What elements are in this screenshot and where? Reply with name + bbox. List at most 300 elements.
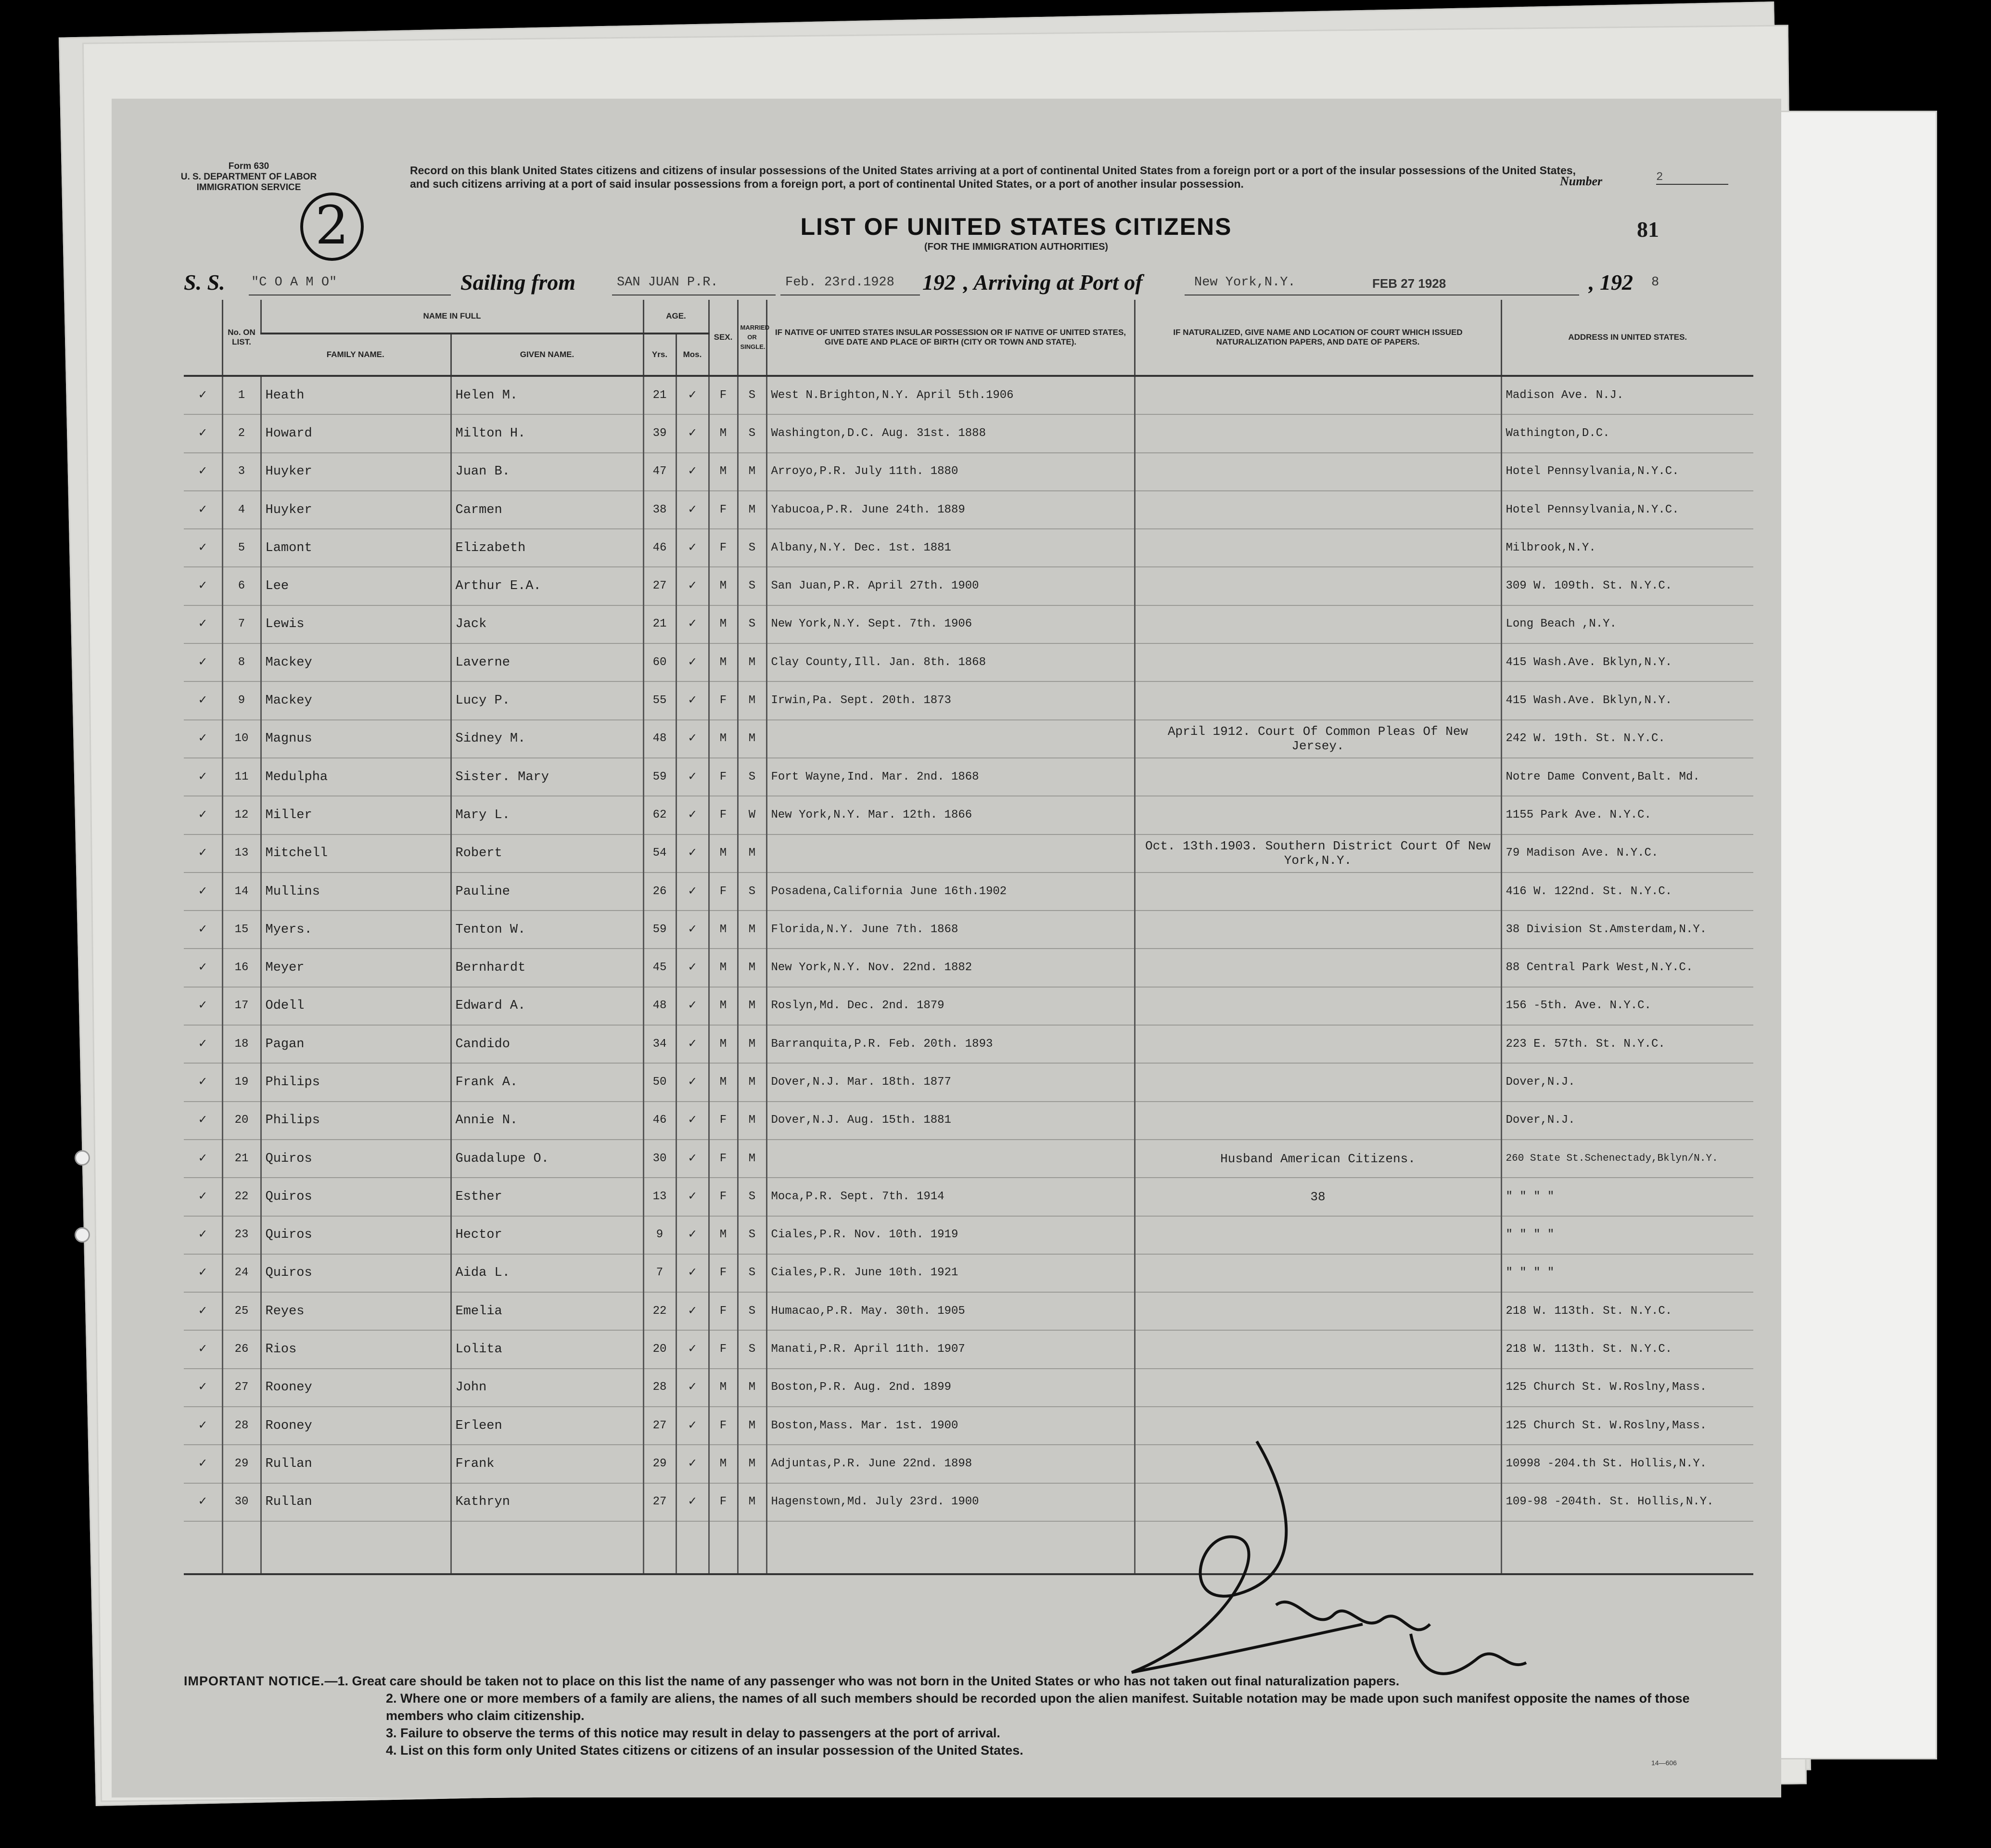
table-row	[184, 834, 1753, 873]
checkmark-icon: ✓	[676, 1254, 709, 1292]
sex: F	[709, 1292, 738, 1330]
family-name: Rullan	[261, 1445, 451, 1483]
checkmark-icon: ✓	[676, 529, 709, 567]
checkmark-icon: ✓	[676, 873, 709, 911]
checkmark-icon: ✓	[676, 681, 709, 719]
table-row	[184, 1369, 1753, 1407]
table-row	[184, 758, 1753, 796]
age-years: 30	[643, 1140, 676, 1178]
address: 156 -5th. Ave. N.Y.C.	[1501, 987, 1753, 1025]
address: " " " "	[1501, 1216, 1753, 1254]
address: 260 State St.Schenectady,Bklyn/N.Y.	[1501, 1140, 1753, 1178]
age-years: 59	[643, 911, 676, 949]
header-name-in-full: NAME IN FULL	[261, 300, 643, 334]
form-number: Form 630	[228, 161, 269, 171]
sex: F	[709, 1483, 738, 1521]
table-row	[184, 1025, 1753, 1063]
marital-status: S	[738, 605, 766, 643]
birth-info: Washington,D.C. Aug. 31st. 1888	[766, 414, 1135, 452]
table-row	[184, 1216, 1753, 1254]
family-name: Rooney	[261, 1407, 451, 1445]
sex: M	[709, 720, 738, 758]
naturalization-info	[1135, 605, 1501, 643]
row-number: 21	[222, 1140, 261, 1178]
manifest-page	[112, 99, 1781, 1797]
checkmark-icon: ✓	[676, 376, 709, 414]
checkmark-icon: ✓	[676, 1140, 709, 1178]
birth-info: Humacao,P.R. May. 30th. 1905	[766, 1292, 1135, 1330]
margin-check-icon: ✓	[199, 617, 207, 632]
birth-info: Albany,N.Y. Dec. 1st. 1881	[766, 529, 1135, 567]
naturalization-info	[1135, 376, 1501, 414]
checkmark-icon: ✓	[676, 414, 709, 452]
number-value: 2	[1656, 171, 1728, 185]
row-number: 25	[222, 1292, 261, 1330]
number-label: Number	[1560, 174, 1603, 188]
birth-info: Hagenstown,Md. July 23rd. 1900	[766, 1483, 1135, 1521]
table-row	[184, 873, 1753, 911]
passenger-table	[184, 300, 1753, 1575]
birth-info: Arroyo,P.R. July 11th. 1880	[766, 453, 1135, 491]
binder-hole	[75, 1150, 90, 1166]
marital-status: M	[738, 643, 766, 681]
table-row	[184, 1254, 1753, 1292]
given-name: Frank A.	[451, 1063, 643, 1101]
row-number: 29	[222, 1445, 261, 1483]
notice-item-3: 3. Failure to observe the terms of this notice may result in delay to passengers at the port of arrival.	[386, 1726, 1000, 1740]
naturalization-info	[1135, 1254, 1501, 1292]
naturalization-info	[1135, 949, 1501, 987]
table-row	[184, 1178, 1753, 1216]
marital-status: M	[738, 911, 766, 949]
birth-info: Adjuntas,P.R. June 22nd. 1898	[766, 1445, 1135, 1483]
naturalization-info: April 1912. Court Of Common Pleas Of New Jersey.	[1135, 720, 1501, 758]
sailing-from-label: Sailing from	[460, 270, 576, 295]
margin-check-icon: ✓	[199, 1342, 207, 1357]
age-years: 13	[643, 1178, 676, 1216]
margin-header	[184, 300, 222, 376]
marital-status: S	[738, 1178, 766, 1216]
age-years: 28	[643, 1369, 676, 1407]
birth-info: West N.Brighton,N.Y. April 5th.1906	[766, 376, 1135, 414]
age-years: 47	[643, 453, 676, 491]
sex: F	[709, 1330, 738, 1368]
sex: F	[709, 1102, 738, 1140]
table-row	[184, 949, 1753, 987]
naturalization-info	[1135, 758, 1501, 796]
row-number: 1	[222, 376, 261, 414]
sex: F	[709, 1140, 738, 1178]
age-years: 50	[643, 1063, 676, 1101]
birth-info: Dover,N.J. Aug. 15th. 1881	[766, 1102, 1135, 1140]
given-name: Bernhardt	[451, 949, 643, 987]
header-mos: Mos.	[676, 334, 709, 376]
age-years: 26	[643, 873, 676, 911]
birth-info: Boston,P.R. Aug. 2nd. 1899	[766, 1369, 1135, 1407]
date-from: Feb. 23rd.1928	[785, 275, 894, 290]
row-number: 30	[222, 1483, 261, 1521]
margin-check-icon: ✓	[199, 961, 207, 975]
sex: F	[709, 1407, 738, 1445]
marital-status: M	[738, 1025, 766, 1063]
naturalization-info	[1135, 1216, 1501, 1254]
sex: M	[709, 911, 738, 949]
row-number: 27	[222, 1369, 261, 1407]
age-years: 62	[643, 796, 676, 834]
given-name: Emelia	[451, 1292, 643, 1330]
given-name: Laverne	[451, 643, 643, 681]
naturalization-info: Husband American Citizens.	[1135, 1140, 1501, 1178]
marital-status: M	[738, 1483, 766, 1521]
margin-check-icon: ✓	[199, 464, 207, 479]
row-number: 22	[222, 1178, 261, 1216]
birth-info: Clay County,Ill. Jan. 8th. 1868	[766, 643, 1135, 681]
address: Wathington,D.C.	[1501, 414, 1753, 452]
margin-check-icon: ✓	[199, 1380, 207, 1395]
given-name: Carmen	[451, 491, 643, 529]
family-name: Howard	[261, 414, 451, 452]
age-years: 48	[643, 987, 676, 1025]
marital-status: M	[738, 491, 766, 529]
given-name: Milton H.	[451, 414, 643, 452]
sex: M	[709, 1025, 738, 1063]
family-name: Lamont	[261, 529, 451, 567]
sex: M	[709, 1063, 738, 1101]
address: Long Beach ,N.Y.	[1501, 605, 1753, 643]
given-name: Lolita	[451, 1330, 643, 1368]
margin-check-icon: ✓	[199, 1189, 207, 1204]
sex: M	[709, 453, 738, 491]
row-number: 14	[222, 873, 261, 911]
table-row	[184, 1140, 1753, 1178]
birth-info: Florida,N.Y. June 7th. 1868	[766, 911, 1135, 949]
given-name: John	[451, 1369, 643, 1407]
age-years: 20	[643, 1330, 676, 1368]
naturalization-info	[1135, 1369, 1501, 1407]
margin-check-icon: ✓	[199, 388, 207, 403]
family-name: Quiros	[261, 1254, 451, 1292]
birth-info: Barranquita,P.R. Feb. 20th. 1893	[766, 1025, 1135, 1063]
checkmark-icon: ✓	[676, 758, 709, 796]
given-name: Mary L.	[451, 796, 643, 834]
service-name: IMMIGRATION SERVICE	[196, 182, 301, 192]
checkmark-icon: ✓	[676, 796, 709, 834]
birth-info	[766, 1140, 1135, 1178]
given-name: Elizabeth	[451, 529, 643, 567]
port-to: New York,N.Y.	[1194, 275, 1296, 290]
table-row	[184, 567, 1753, 605]
margin-check-icon: ✓	[199, 502, 207, 517]
row-number: 5	[222, 529, 261, 567]
ship-name: "C O A M O"	[251, 275, 337, 290]
family-name: Quiros	[261, 1140, 451, 1178]
page-title: LIST OF UNITED STATES CITIZENS	[800, 213, 1232, 240]
address: Milbrook,N.Y.	[1501, 529, 1753, 567]
age-years: 46	[643, 1102, 676, 1140]
checkmark-icon: ✓	[676, 1330, 709, 1368]
arriving-label: , Arriving at Port of	[963, 270, 1143, 295]
row-number: 9	[222, 681, 261, 719]
naturalization-info	[1135, 414, 1501, 452]
sex: F	[709, 491, 738, 529]
age-years: 45	[643, 949, 676, 987]
age-years: 60	[643, 643, 676, 681]
address: Dover,N.J.	[1501, 1102, 1753, 1140]
age-years: 27	[643, 1483, 676, 1521]
family-name: Myers.	[261, 911, 451, 949]
checkmark-icon: ✓	[676, 1216, 709, 1254]
margin-check-icon: ✓	[199, 1113, 207, 1128]
family-name: Pagan	[261, 1025, 451, 1063]
marital-status: S	[738, 414, 766, 452]
year-label-1: 192	[922, 270, 956, 295]
address: 223 E. 57th. St. N.Y.C.	[1501, 1025, 1753, 1063]
marital-status: M	[738, 1369, 766, 1407]
birth-info: Roslyn,Md. Dec. 2nd. 1879	[766, 987, 1135, 1025]
margin-check-icon: ✓	[199, 884, 207, 899]
checkmark-icon: ✓	[676, 720, 709, 758]
margin-check-icon: ✓	[199, 846, 207, 861]
address: 125 Church St. W.Roslny,Mass.	[1501, 1369, 1753, 1407]
margin-check-icon: ✓	[199, 1228, 207, 1243]
marital-status: S	[738, 1254, 766, 1292]
family-name: Mackey	[261, 643, 451, 681]
family-name: Medulpha	[261, 758, 451, 796]
margin-check-icon: ✓	[199, 426, 207, 441]
family-name: Lee	[261, 567, 451, 605]
checkmark-icon: ✓	[676, 1292, 709, 1330]
family-name: Rooney	[261, 1369, 451, 1407]
checkmark-icon: ✓	[676, 987, 709, 1025]
naturalization-info	[1135, 567, 1501, 605]
birth-info: Ciales,P.R. Nov. 10th. 1919	[766, 1216, 1135, 1254]
margin-check-icon: ✓	[199, 732, 207, 746]
marital-status: S	[738, 529, 766, 567]
marital-status: M	[738, 1063, 766, 1101]
family-name: Odell	[261, 987, 451, 1025]
family-name: Mackey	[261, 681, 451, 719]
checkmark-icon: ✓	[676, 491, 709, 529]
table-row	[184, 1292, 1753, 1330]
margin-check-icon: ✓	[199, 922, 207, 937]
address: 415 Wash.Ave. Bklyn,N.Y.	[1501, 643, 1753, 681]
given-name: Pauline	[451, 873, 643, 911]
margin-check-icon: ✓	[199, 1266, 207, 1281]
marital-status: M	[738, 720, 766, 758]
address: 10998 -204.th St. Hollis,N.Y.	[1501, 1445, 1753, 1483]
naturalization-info	[1135, 987, 1501, 1025]
family-name: Quiros	[261, 1178, 451, 1216]
age-years: 22	[643, 1292, 676, 1330]
marital-status: M	[738, 1140, 766, 1178]
sex: F	[709, 796, 738, 834]
family-name: Meyer	[261, 949, 451, 987]
form-code: 14—606	[1651, 1759, 1677, 1767]
header-sex: SEX.	[709, 300, 738, 376]
age-years: 27	[643, 1407, 676, 1445]
birth-info: Manati,P.R. April 11th. 1907	[766, 1330, 1135, 1368]
marital-status: S	[738, 1330, 766, 1368]
row-number: 4	[222, 491, 261, 529]
row-number: 3	[222, 453, 261, 491]
marital-status: S	[738, 758, 766, 796]
given-name: Kathryn	[451, 1483, 643, 1521]
marital-status: M	[738, 949, 766, 987]
address: 218 W. 113th. St. N.Y.C.	[1501, 1292, 1753, 1330]
given-name: Hector	[451, 1216, 643, 1254]
birth-info: Posadena,California June 16th.1902	[766, 873, 1135, 911]
age-years: 34	[643, 1025, 676, 1063]
row-number: 19	[222, 1063, 261, 1101]
given-name: Sidney M.	[451, 720, 643, 758]
port-from: SAN JUAN P.R.	[617, 275, 718, 290]
address: " " " "	[1501, 1178, 1753, 1216]
table-row	[184, 491, 1753, 529]
address: Madison Ave. N.J.	[1501, 376, 1753, 414]
naturalization-info	[1135, 796, 1501, 834]
marital-status: S	[738, 1216, 766, 1254]
birth-info: Ciales,P.R. June 10th. 1921	[766, 1254, 1135, 1292]
header-birth: IF NATIVE OF UNITED STATES INSULAR POSSESSION OR IF NATIVE OF UNITED STATES, GIVE DATE AND PLACE OF BIRTH (CITY OR TOWN AND STATE).	[766, 300, 1135, 376]
naturalization-info	[1135, 681, 1501, 719]
given-name: Annie N.	[451, 1102, 643, 1140]
address: " " " "	[1501, 1254, 1753, 1292]
birth-info: New York,N.Y. Mar. 12th. 1866	[766, 796, 1135, 834]
margin-check-icon: ✓	[199, 1151, 207, 1166]
sex: F	[709, 529, 738, 567]
address: Dover,N.J.	[1501, 1063, 1753, 1101]
row-number: 17	[222, 987, 261, 1025]
page-subtitle: (FOR THE IMMIGRATION AUTHORITIES)	[924, 242, 1109, 252]
address: 1155 Park Ave. N.Y.C.	[1501, 796, 1753, 834]
checkmark-icon: ✓	[676, 911, 709, 949]
family-name: Philips	[261, 1063, 451, 1101]
given-name: Frank	[451, 1445, 643, 1483]
sex: F	[709, 758, 738, 796]
age-years: 38	[643, 491, 676, 529]
naturalization-info	[1135, 453, 1501, 491]
sailing-row	[184, 270, 1723, 298]
margin-check-icon: ✓	[199, 693, 207, 708]
naturalization-info	[1135, 873, 1501, 911]
given-name: Esther	[451, 1178, 643, 1216]
table-row	[184, 605, 1753, 643]
year-label-2: , 192	[1589, 270, 1633, 295]
sex: F	[709, 376, 738, 414]
age-years: 9	[643, 1216, 676, 1254]
address: 88 Central Park West,N.Y.C.	[1501, 949, 1753, 987]
row-number: 10	[222, 720, 261, 758]
marital-status: M	[738, 681, 766, 719]
row-number: 12	[222, 796, 261, 834]
manifest-form	[112, 99, 1781, 1797]
ss-label: S. S.	[184, 270, 225, 295]
margin-check-icon: ✓	[199, 1037, 207, 1052]
family-name: Rios	[261, 1330, 451, 1368]
address: 416 W. 122nd. St. N.Y.C.	[1501, 873, 1753, 911]
naturalization-info	[1135, 491, 1501, 529]
row-number: 11	[222, 758, 261, 796]
marital-status: S	[738, 1292, 766, 1330]
sex: M	[709, 605, 738, 643]
family-name: Quiros	[261, 1216, 451, 1254]
table-row	[184, 1330, 1753, 1368]
header-age: AGE.	[643, 300, 709, 334]
row-number: 24	[222, 1254, 261, 1292]
naturalization-info	[1135, 529, 1501, 567]
header-given-name: GIVEN NAME.	[451, 334, 643, 376]
margin-check-icon: ✓	[199, 770, 207, 784]
checkmark-icon: ✓	[676, 1445, 709, 1483]
age-years: 54	[643, 834, 676, 873]
row-number: 16	[222, 949, 261, 987]
family-name: Philips	[261, 1102, 451, 1140]
marital-status: S	[738, 873, 766, 911]
margin-check-icon: ✓	[199, 999, 207, 1014]
row-number: 8	[222, 643, 261, 681]
sex: M	[709, 643, 738, 681]
checkmark-icon: ✓	[676, 1178, 709, 1216]
form-header-block	[169, 161, 328, 193]
checkmark-icon: ✓	[676, 1102, 709, 1140]
marital-status: M	[738, 834, 766, 873]
year-suffix: 8	[1651, 275, 1659, 290]
notice-item-2: 2. Where one or more members of a family are aliens, the names of all such members should be recorded upon the alien manifest. Suitable notation may be made upon such manifest opposite the names of those members who claim citizenship.	[386, 1691, 1690, 1723]
table-row	[184, 414, 1753, 452]
address: 309 W. 109th. St. N.Y.C.	[1501, 567, 1753, 605]
marital-status: M	[738, 1445, 766, 1483]
family-name: Heath	[261, 376, 451, 414]
table-row	[184, 376, 1753, 414]
given-name: Lucy P.	[451, 681, 643, 719]
margin-check-icon: ✓	[199, 1304, 207, 1319]
address: Notre Dame Convent,Balt. Md.	[1501, 758, 1753, 796]
address: 38 Division St.Amsterdam,N.Y.	[1501, 911, 1753, 949]
row-number: 23	[222, 1216, 261, 1254]
address: 415 Wash.Ave. Bklyn,N.Y.	[1501, 681, 1753, 719]
inspector-signature	[1112, 1432, 1545, 1701]
sex: M	[709, 1216, 738, 1254]
birth-info	[766, 720, 1135, 758]
notice-item-1: —1. Great care should be taken not to place on this list the name of any passenger who was not born in the United States or who has not taken out final naturalization papers.	[324, 1674, 1400, 1688]
address: 109-98 -204th. St. Hollis,N.Y.	[1501, 1483, 1753, 1521]
address: 79 Madison Ave. N.Y.C.	[1501, 834, 1753, 873]
given-name: Edward A.	[451, 987, 643, 1025]
checkmark-icon: ✓	[676, 1063, 709, 1101]
address: 125 Church St. W.Roslny,Mass.	[1501, 1407, 1753, 1445]
row-number: 18	[222, 1025, 261, 1063]
binder-hole	[75, 1227, 90, 1243]
row-number: 15	[222, 911, 261, 949]
birth-info: Yabucoa,P.R. June 24th. 1889	[766, 491, 1135, 529]
naturalization-info	[1135, 643, 1501, 681]
table-row	[184, 681, 1753, 719]
birth-info: Fort Wayne,Ind. Mar. 2nd. 1868	[766, 758, 1135, 796]
table-row	[184, 796, 1753, 834]
margin-check-icon: ✓	[199, 1456, 207, 1471]
given-name: Juan B.	[451, 453, 643, 491]
family-name: Mullins	[261, 873, 451, 911]
birth-info: Irwin,Pa. Sept. 20th. 1873	[766, 681, 1135, 719]
row-number: 26	[222, 1330, 261, 1368]
table-row	[184, 529, 1753, 567]
address: Hotel Pennsylvania,N.Y.C.	[1501, 491, 1753, 529]
given-name: Arthur E.A.	[451, 567, 643, 605]
row-number: 2	[222, 414, 261, 452]
checkmark-icon: ✓	[676, 567, 709, 605]
department-name: U. S. DEPARTMENT OF LABOR	[180, 172, 317, 182]
sex: M	[709, 949, 738, 987]
